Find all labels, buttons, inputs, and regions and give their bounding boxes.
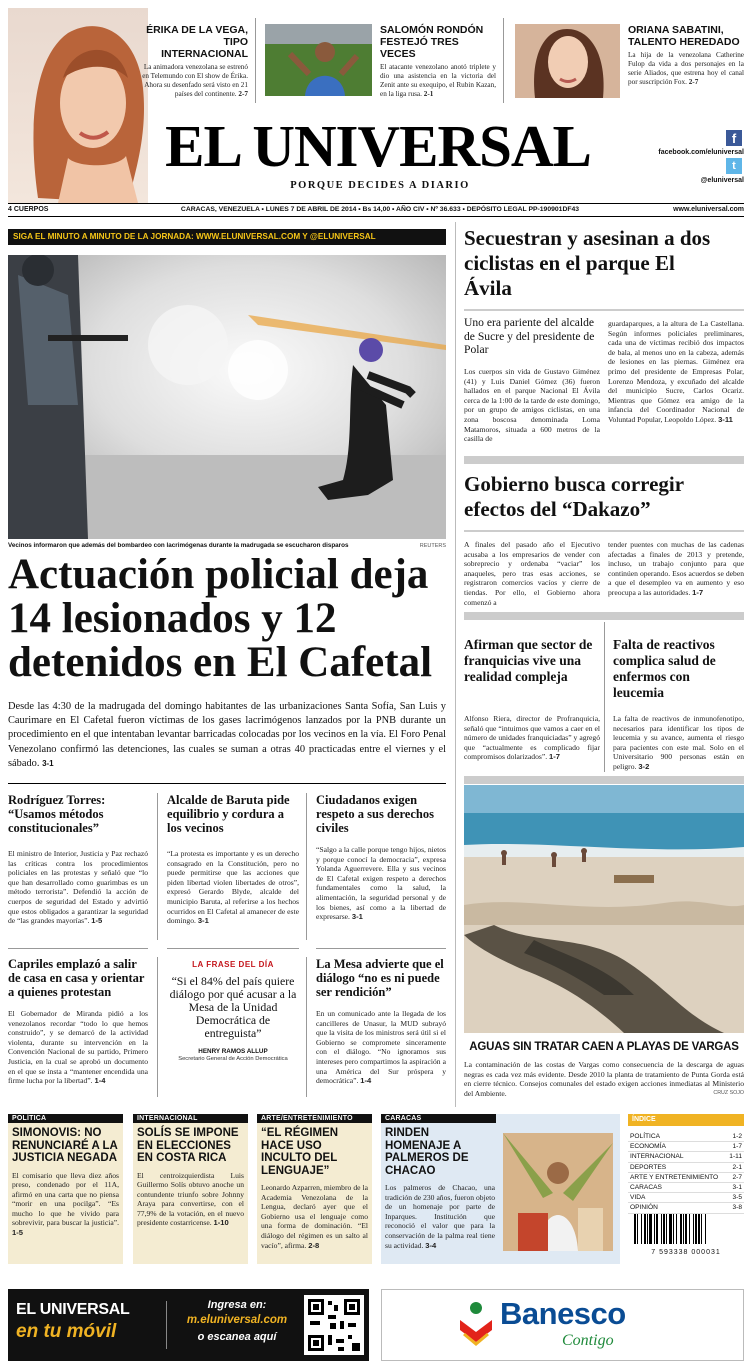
index-item-page: 3-8	[732, 1204, 742, 1212]
bottom-3-body: Leonardo Azparren, miembro de la Academia Venezolana de la Lengua, declaró ayer que el Gobierno usa el lenguaje como una forma de dominación. “El diálogo del régimen es un salto al vacío”, afirma.	[261, 1183, 368, 1250]
right-story-1-col2: guardaparques, a la altura de La Castellana. Según informes policiales preliminares, cada una de víctimas recibió dos impactos de bala, al menos uno en la cabeza, además de lesiones en las piernas. Giménez era primo del presidente de Empresas Polar, Lorenzo Mendoza, y excuñado del alcalde del municipio Sucre, Carlos Ocariz. Mientras que Gómez era amigo de la infancia del Coordinador Nacional de Voluntad Popular, Leopoldo López.	[608, 319, 744, 424]
qr-code-icon[interactable]	[304, 1295, 364, 1355]
index-item-name: CARACAS	[630, 1184, 662, 1192]
right-story-1[interactable]	[464, 226, 744, 301]
barcode-bar	[649, 1214, 652, 1244]
barcode-bar	[666, 1214, 667, 1244]
mobile-ad-line1: Ingresa en:	[207, 1299, 267, 1311]
index-item[interactable]	[628, 1173, 744, 1183]
lead-body: Desde las 4:30 de la madrugada del domingo habitantes de las urbanizaciones Santa Sofía, San Luis y Caurimare en El Cafetal fueron víctimas de los gases lacrimógenos lanzados por la PNB durante un procedimiento en el que intentaban levantar barricadas colocadas por los vecinos en la vía. El Foro Penal Venezolano confirmó las detenciones, las cuales se suman a otras 40 practicadas entre el viernes y el sábado.	[8, 701, 446, 769]
section-label-internacional: INTERNACIONAL	[133, 1114, 248, 1123]
index-box	[628, 1114, 744, 1264]
rule	[8, 948, 148, 949]
grid-story-4-body: El Gobernador de Miranda pidió a los venezolanos recordar “todo lo que hemos construido”, y se demarcó de la actividad violenta, durante su intervención en la Convención Nacional de su partido, Primero Justicia, en la cual se aprobó un documento en el que se insta a “mantener encendida una firme lucha por la libertad”.	[8, 1009, 148, 1086]
teaser-1-ref: 2-7	[238, 90, 248, 98]
grid-story-1-body: El ministro de Interior, Justicia y Paz rechazó las críticas contra los procedimientos policiales en las protestas y señaló que “lo que han desarrollado como guarimbas es un método terrorista”. Defendió la acción de cuerpos de seguridad del Estado y advirtió que estos obligados a garantizar la seguridad de “las grandes mayorías”.	[8, 849, 148, 926]
grid-story-2[interactable]	[167, 793, 299, 926]
grid-story-2-headline: Alcalde de Baruta pide equilibrio y cordura a los vecinos	[167, 793, 290, 835]
index-item[interactable]	[628, 1203, 744, 1213]
barcode-bar	[637, 1214, 638, 1244]
barcode-bar	[641, 1214, 642, 1244]
website[interactable]: www.eluniversal.com	[673, 206, 744, 213]
rule	[464, 309, 744, 311]
index-item-page: 1-11	[729, 1153, 742, 1161]
quote-role: Secretario General de Acción Democrática	[178, 1056, 288, 1062]
facebook-link[interactable]: facebook.com/eluniversal	[658, 149, 744, 156]
quote-text: “Si el 84% del país quiere diálogo por qué acusar a la Mesa de la Unidad Democrática de entreguista”	[169, 974, 297, 1040]
banesco-name: Banesco	[500, 1296, 626, 1331]
twitter-icon[interactable]: t	[726, 158, 742, 174]
barcode-bar	[683, 1214, 684, 1244]
bottom-4-ref: 3-4	[425, 1240, 437, 1250]
barcode-number: 7 593338 000031	[651, 1249, 721, 1256]
bottom-4-body: Los palmeros de Chacao, una tradición de 230 años, fueron objeto de un homenaje por parte de Inparques. Institución que reconoció el valor que para la conservación de la palma real tiene su actividad.	[385, 1183, 495, 1250]
beach-photo	[464, 785, 744, 1033]
banesco-ad[interactable]	[381, 1289, 744, 1361]
oriana-photo	[515, 24, 620, 98]
divider	[157, 793, 158, 940]
index-item-page: 1-2	[732, 1133, 742, 1140]
barcode-bar	[647, 1214, 648, 1244]
teaser-2-title: SALOMÓN RONDÓN FESTEJÓ TRES VECES	[380, 24, 484, 60]
mobile-ad-line3: o escanea aquí	[197, 1331, 277, 1343]
bottom-1-headline: SIMONOVIS: NO RENUNCIARÉ A LA JUSTICIA NEGADA	[12, 1127, 118, 1164]
mobile-ad[interactable]	[8, 1289, 369, 1361]
barcode-bar	[656, 1214, 658, 1244]
section-label-caracas: CARACAS	[381, 1114, 496, 1123]
teaser-3-text: La hija de la venezolana Catherine Fulop da vida a dos personajes en la serie Aliados, que estrena hoy el canal por suscripción Fox.	[628, 51, 744, 86]
bottom-2-body: El centroizquierdista Luis Guillermo Solís obtuvo anoche un contundente triunfo sobre Johnny Araya para convertirse, con el 77,9% de la votación, en el nuevo presidente costarricense.	[137, 1170, 244, 1228]
right-story-3-ref: 1-7	[549, 752, 560, 762]
lead-ref: 3-1	[42, 758, 54, 768]
right-story-1-col1: Los cuerpos sin vida de Gustavo Giménez (41) y Luis Daniel Gómez (36) fueron hallados en el parque Nacional El Ávila cerca de la 1:00 de la tarde de este domingo, por un grupo de amigos ciclistas, en una zona boscosa denominada Loma Matamoros, situada a 600 metros de la casilla de	[464, 367, 600, 444]
right-story-2-ref: 1-7	[692, 587, 704, 597]
rule	[8, 783, 446, 784]
grid-story-6-ref: 1-4	[360, 1076, 372, 1086]
grid-story-3[interactable]	[316, 793, 446, 922]
right-story-1-deck: Uno era pariente del alcalde de Sucre y del presidente de Polar	[464, 316, 595, 356]
bottom-3-headline: “EL RÉGIMEN HACE USO INCULTO DEL LENGUAJE”	[261, 1127, 339, 1177]
section-label-arte: ARTE/ENTRETENIMIENTO	[257, 1114, 372, 1123]
right-story-4-body: La falta de reactivos de inmunofenotipo, necesarios para identificar los tipos de leucemia y su avance, aumenta el riesgo para pacientes con este mal. Solo en el Universitario 900 personas están en peligro.	[613, 714, 744, 771]
banesco-logo-icon	[456, 1300, 496, 1350]
bottom-3-ref: 2-8	[308, 1240, 320, 1250]
barcode	[630, 1214, 742, 1256]
barcode-bars	[630, 1214, 742, 1244]
slogan: PORQUE DECIDES A DIARIO	[290, 180, 470, 191]
section-label-politica: POLÍTICA	[8, 1114, 123, 1123]
quote-author: HENRY RAMOS ALLUP	[198, 1048, 268, 1055]
right-story-4-ref: 3-2	[638, 761, 650, 771]
divider	[255, 18, 256, 103]
teaser-2[interactable]	[380, 24, 496, 99]
twitter-link[interactable]: @eluniversal	[700, 177, 744, 184]
barcode-bar	[701, 1214, 702, 1244]
right-story-1-ref: 3-11	[718, 414, 733, 424]
divider	[503, 18, 504, 103]
teaser-1-title: ÉRIKA DE LA VEGA, TIPO INTERNACIONAL	[146, 24, 248, 60]
bottom-section-2[interactable]	[133, 1114, 248, 1264]
grid-story-1-headline: Rodríguez Torres: “Usamos métodos constitucionales”	[8, 793, 106, 835]
grid-story-1-ref: 1-5	[91, 916, 103, 926]
index-item-name: ECONOMÍA	[630, 1143, 666, 1151]
rule	[8, 203, 744, 204]
right-story-3-body-block	[464, 714, 600, 762]
mobile-ad-tag: en tu móvil	[16, 1321, 117, 1342]
index-item-page: 2-7	[732, 1173, 742, 1181]
teaser-1-text: La animadora venezolana se estrenó en Telemundo con El show de Érika. Ahora su desenfado será visto en 21 países del continente.	[142, 63, 248, 98]
index-item[interactable]	[628, 1132, 744, 1142]
grid-story-4[interactable]	[8, 957, 148, 1086]
grid-story-2-body: “La protesta es importante y es un derecho consagrado en la Constitución, pero no puede permitirse que las acciones que piden libertad violen libertades de otros”, expresó Gerardo Blyde, alcalde del municipio Baruta, al referirse a los hechos ocurridos en El Cafetal al amanecer de este domingo.	[167, 849, 299, 926]
mobile-ad-brand: EL UNIVERSAL	[16, 1301, 130, 1318]
lead-photo-caption: Vecinos informaron que además del bombardeo con lacrimógenas durante la madrugada se escucharon disparos	[8, 542, 349, 549]
bottom-section-3[interactable]	[257, 1114, 372, 1264]
masthead[interactable]: EL UNIVERSAL	[165, 113, 591, 179]
grid-story-1[interactable]	[8, 793, 148, 926]
barcode-bar	[663, 1214, 665, 1244]
barcode-bar	[634, 1214, 636, 1244]
right-story-3-body: Alfonso Riera, director de Profranquicia, señaló que “intuimos que vamos a caer en el número de unidades franquiciadas” y agregó que “actualmente es complicado fijar compromisos dolarizados”.	[464, 714, 600, 762]
bottom-1-ref: 1-5	[12, 1228, 23, 1238]
divider	[306, 793, 307, 940]
barcode-bar	[669, 1214, 672, 1244]
index-item[interactable]	[628, 1142, 744, 1152]
index-item-page: 3-1	[732, 1184, 742, 1192]
right-story-2-col1: A finales del pasado año el Ejecutivo acusaba a los empresarios de vender con sobreprecio y ordenaba “vaciar” los anaqueles, pero tras esas acciones, se registraron comercios vacíos y cierre de tiendas. Por ello, el Gobierno ahora comenzó a	[464, 540, 600, 607]
teaser-2-text: El atacante venezolano anotó triplete y dio una asistencia en la victoria del Zenit ante su exequipo, el Rubin Kazan, en la liga rusa.	[380, 63, 496, 98]
rule	[464, 530, 744, 532]
index-item-page: 1-7	[732, 1143, 742, 1151]
teaser-3-ref: 2-7	[688, 78, 699, 86]
rule	[464, 612, 744, 620]
rule	[8, 216, 744, 217]
grid-story-2-ref: 3-1	[197, 916, 209, 926]
index-title: ÍNDICE	[628, 1114, 744, 1126]
barcode-bar	[654, 1214, 655, 1244]
rule	[464, 776, 744, 784]
rule	[464, 456, 744, 464]
barcode-bar	[689, 1214, 690, 1244]
right-story-4-body-block	[613, 714, 744, 772]
barcode-bar	[661, 1214, 662, 1244]
index-item-name: OPINIÓN	[630, 1204, 658, 1212]
grid-story-3-ref: 3-1	[351, 912, 363, 922]
teaser-2-ref: 2-1	[423, 90, 434, 98]
teaser-3-title: ORIANA SABATINI, TALENTO HEREDADO	[628, 24, 740, 48]
right-story-1-col2-block	[608, 319, 744, 425]
grid-story-6-body: En un comunicado ante la llegada de los cancilleres de Unasur, la MUD subrayó que la visita de los ministros será útil si el Gobierno se compromete sinceramente con el diálogo. “No ignoramos sus intereses pero compartimos la aspiración a una América del Sur próspera y democrática”.	[316, 1009, 446, 1086]
banesco-tag: Contigo	[562, 1332, 614, 1349]
teaser-3[interactable]	[628, 24, 744, 87]
divider	[604, 622, 605, 772]
index-item-name: VIDA	[630, 1194, 646, 1202]
index-item-name: DEPORTES	[630, 1163, 667, 1171]
lead-body-block	[8, 700, 446, 771]
right-story-1-headline: Secuestran y asesinan a dos ciclistas en el parque El Ávila	[464, 226, 711, 300]
lead-headline[interactable]: Actuación policial deja 14 lesionados y 12 detenidos en El Cafetal	[8, 551, 433, 686]
beach-credit: CRUZ SOJO	[713, 1090, 744, 1096]
divider	[157, 957, 158, 1097]
bottom-2-headline: SOLÍS SE IMPONE EN ELECCIONES EN COSTA RICA	[137, 1127, 239, 1164]
index-item-name: ARTE Y ENTRETENIMIENTO	[630, 1173, 719, 1181]
grid-story-4-headline: Capriles emplazó a salir de casa en casa y orientar a quienes protestan	[8, 957, 145, 999]
right-story-2-col2: tender puentes con muchas de las cadenas afectadas a finales de 2013 y pretende, incluso, un trabajo conjunto para que continúen operando. Esos acuerdos se deben a que el desempleo va en aumento y eso preocupa a las autoridades.	[608, 540, 744, 597]
quote-of-day[interactable]	[167, 960, 299, 1062]
index-item[interactable]	[628, 1193, 744, 1203]
bottom-2-ref: 1-10	[213, 1218, 229, 1228]
barcode-bar	[680, 1214, 682, 1244]
barcode-bar	[695, 1214, 697, 1244]
grid-story-3-headline: Ciudadanos exigen respeto a sus derechos civiles	[316, 793, 434, 835]
facebook-icon[interactable]: f	[726, 130, 742, 146]
column-divider	[455, 222, 456, 1107]
right-story-4-headline[interactable]: Falta de reactivos complica salud de enfermos con leucemia	[613, 637, 716, 700]
teaser-1[interactable]	[140, 24, 248, 99]
barcode-bar	[693, 1214, 694, 1244]
barcode-bar	[644, 1214, 646, 1244]
barcode-bar	[673, 1214, 674, 1244]
index-list	[628, 1132, 744, 1214]
rondon-photo	[265, 24, 372, 96]
barcode-bar	[705, 1214, 706, 1244]
index-item[interactable]	[628, 1183, 744, 1193]
beach-headline[interactable]: AGUAS SIN TRATAR CAEN A PLAYAS DE VARGAS	[469, 1041, 739, 1053]
barcode-bar	[698, 1214, 700, 1244]
index-item-name: POLÍTICA	[630, 1133, 661, 1140]
bottom-4-headline: RINDEN HOMENAJE A PALMEROS DE CHACAO	[385, 1127, 469, 1177]
rule	[316, 948, 446, 949]
index-item[interactable]	[628, 1163, 744, 1173]
index-item-page: 2-1	[732, 1163, 742, 1171]
mobile-ad-url[interactable]: m.eluniversal.com	[186, 1314, 288, 1326]
index-item[interactable]	[628, 1152, 744, 1162]
lead-photo-credit: REUTERS	[419, 543, 446, 549]
erika-photo	[8, 8, 148, 203]
index-item-page: 3-5	[732, 1194, 742, 1202]
barcode-bar	[685, 1214, 687, 1244]
palmeros-photo	[503, 1133, 613, 1251]
rule	[167, 948, 299, 949]
quote-label: LA FRASE DEL DÍA	[192, 960, 274, 969]
grid-story-4-ref: 1-4	[94, 1076, 106, 1086]
right-story-2-headline[interactable]: Gobierno busca corregir efectos del “Dakazo”	[464, 472, 684, 521]
divider	[306, 957, 307, 1097]
section-count: 4 CUERPOS	[8, 206, 49, 213]
grid-story-6-headline: La Mesa advierte que el diálogo “no es ni puede ser rendición”	[316, 957, 444, 999]
grid-story-6[interactable]	[316, 957, 446, 1086]
grid-story-3-body: “Salgo a la calle porque tengo hijos, nietos y porque conocí la democracia”, expresa Yolanda Aguerrevere. Ella y sus vecinos de El Cafetal exigen respeto a derechos fundamentales como la salud, la alimentación, la seguridad personal y de los bienes, así como a la libertad de expresarse.	[316, 845, 446, 922]
beach-body: La contaminación de las costas de Vargas como consecuencia de la descarga de aguas negras es cada vez más evidente. Desde 2010 la planta de tratamiento de Punta Gorda está en cierre técnico. Consejos comunales del estado exigen acciones inmediatas al Ministerio del Ambiente.	[464, 1060, 744, 1098]
live-banner[interactable]: SIGA EL MINUTO A MINUTO DE LA JORNADA: WWW.ELUNIVERSAL.COM Y @ELUNIVERSAL	[8, 229, 446, 245]
divider	[166, 1301, 167, 1349]
bottom-1-body: El comisario que lleva diez años preso, condenado por el 11A, afirmó en una carta que no piensa “morir en una pocilga”. “Es mucho lo que he vivido para sobrevivir, para buscar la justicia”.	[12, 1170, 119, 1228]
right-story-2-col2-block	[608, 540, 744, 598]
lead-photo	[8, 255, 446, 539]
index-item-name: INTERNACIONAL	[630, 1153, 684, 1161]
barcode-bar	[676, 1214, 677, 1244]
dateline: CARACAS, VENEZUELA • LUNES 7 DE ABRIL DE 2014 • Bs 14,00 • AÑO CIV • Nº 36.633 • DEPÓSITO LEGAL PP-190901DF43	[180, 206, 580, 213]
bottom-section-1[interactable]	[8, 1114, 123, 1264]
right-story-3-headline[interactable]: Afirman que sector de franquicias vive una realidad compleja	[464, 637, 593, 684]
